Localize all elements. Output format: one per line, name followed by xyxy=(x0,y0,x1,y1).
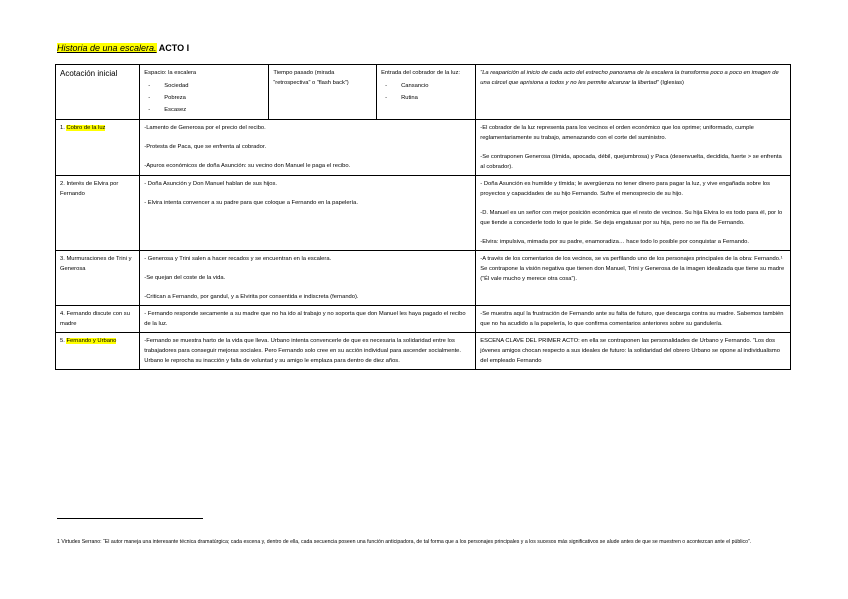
table-header-row xyxy=(56,65,791,120)
table-row xyxy=(56,333,791,370)
table-row xyxy=(56,120,791,176)
row-label-cell: 1. Cobro de la luz xyxy=(56,120,140,176)
row-label: 4. Fernando discute con su madre xyxy=(60,311,130,327)
espacio-list xyxy=(144,80,264,116)
quote-author: (Iglesias) xyxy=(658,80,684,86)
footnote-divider xyxy=(57,518,203,519)
espacio-label: Espacio: la escalera xyxy=(144,70,197,76)
list-item: - Rutina xyxy=(381,92,471,104)
entrada-list xyxy=(381,80,471,104)
row-label-cell: 5. Fernando y Urbano xyxy=(56,333,140,370)
row-summary-cell: - Doña Asunción y Don Manuel hablan de sus hijos. - Elvira intenta convencer a su padre para que coloque a Fernando en la papelería. xyxy=(140,176,476,251)
row-label-cell xyxy=(56,306,140,333)
list-item: - Pobreza xyxy=(144,92,264,104)
row-summary-cell: -Lamento de Generosa por el precio del recibo. -Protesta de Paca, que se enfrenta al cobrador. -Apuros económicos de doña Asunción: su vecino don Manuel le paga el recibo. xyxy=(140,120,476,176)
row-analysis-cell: ESCENA CLAVE DEL PRIMER ACTO: en ella se contraponen las personalidades de Urbano y Fernando. “Los dos jóvenes amigos chocan respecto a sus ideales de futuro: la solidaridad del obrero Urbano se opone al individualismo del empleado Fernando xyxy=(476,333,791,370)
header-cell-quote xyxy=(476,65,791,120)
row-summary-cell: - Generosa y Trini salen a hacer recados y se encuentran en la escalera. -Se quejan del coste de la vida. -Critican a Fernando, por gandul, y a Elvirita por consentida e indiscreta (fernando). xyxy=(140,251,476,306)
table-row xyxy=(56,306,791,333)
row-label-cell xyxy=(56,176,140,251)
list-item: - Cansancio xyxy=(381,80,471,92)
row-label-cell xyxy=(56,251,140,306)
act-summary-table xyxy=(55,64,791,370)
header-cell-acotacion: Acotación inicial xyxy=(56,65,140,120)
header-cell-tiempo: Tiempo pasado (mirada “retrospectiva” o “flash back”) xyxy=(269,65,377,120)
entrada-label: Entrada del cobrador de la luz: xyxy=(381,70,461,76)
table-row xyxy=(56,176,791,251)
table-row xyxy=(56,251,791,306)
footnote: 1 Virtudes Serrano: “El autor maneja una interesante técnica dramatúrgica; cada escena y, dentro de ella, cada secuencia poseen una función anticipadora, de tal forma que a los personajes principales y a los sucesos más significativos se alude antes de que se muestren o acontezcan ante el público”. xyxy=(57,539,752,545)
header-cell-entrada xyxy=(377,65,476,120)
row-analysis-cell: - Doña Asunción es humilde y tímida; le avergüenza no tener dinero para pagar la luz, y vive engañada sobre los proyectos y capacidades de su hijo Fernando. Sufre el menosprecio de su hijo. -D. Manuel es un señor con mejor posición económica que el resto de vecinos. Su hija Elvira lo es todo para él, por lo que tiende a concederle todo lo que le pide. Se deja engatusar por su hija, pero no se fía de Fernando. -Elvira: impulsiva, mimada por su padre, enamoradiza… hace todo lo posible por conquistar a Fernando. xyxy=(476,176,791,251)
row-label: Cobro de la luz xyxy=(66,125,106,131)
row-summary-cell: - Fernando responde secamente a su madre que no ha ido al trabajo y no soporta que don Manuel les haya pagado el recibo de la luz. xyxy=(140,306,476,333)
row-label: Fernando y Urbano xyxy=(66,338,117,344)
iglesias-quote: “La reaparición al inicio de cada acto del estrecho panorama de la escalera la transforma poco a poco en imagen de una cárcel que aprisiona a todos y no les permite alcanzar la libertad” xyxy=(480,70,779,86)
document-title xyxy=(57,43,189,53)
header-cell-espacio xyxy=(140,65,269,120)
row-analysis-cell: -A través de los comentarios de los vecinos, se va perfilando uno de los personajes principales de la obra: Fernando.¹ Se contrapone la visión negativa que tienen don Manuel, Trini y Generosa de la imagen idealizada que tiene su madre (“Él vale mucho y merece otra cosa”). xyxy=(476,251,791,306)
row-analysis-cell: -El cobrador de la luz representa para los vecinos el orden económico que los oprime; uniformado, cumple reglamentariamente su trabajo, amenazando con el corte del suministro. -Se contraponen Generosa (tímida, apocada, débil, quejumbrosa) y Paca (desenvuelta, decidida, fuerte > se enfrenta al cobrador). xyxy=(476,120,791,176)
title-act: ACTO I xyxy=(156,43,190,53)
row-label: 3. Murmuraciones de Trini y Generosa xyxy=(60,256,132,272)
row-analysis-cell: -Se muestra aquí la frustración de Fernando ante su falta de futuro, que descarga contra su madre. Sabemos también que no ha acudido a la papelería, lo que confirma comentarios anteriores sobre su gandulería. xyxy=(476,306,791,333)
row-summary-cell: -Fernando se muestra harto de la vida que lleva. Urbano intenta convencerle de que es necesaria la solidaridad entre los trabajadores para conseguir mejoras sociales. Pero Fernando solo cree en su acción individual para ascender socialmente. Urbano le reprocha su inacción y falta de voluntad y su amigo le emplaza para dentro de diez años. xyxy=(140,333,476,370)
list-item: - Escasez xyxy=(144,104,264,116)
list-item: - Sociedad xyxy=(144,80,264,92)
title-play-name: Historia de una escalera. xyxy=(57,43,157,53)
row-label: 2. Interés de Elvira por Fernando xyxy=(60,181,119,197)
